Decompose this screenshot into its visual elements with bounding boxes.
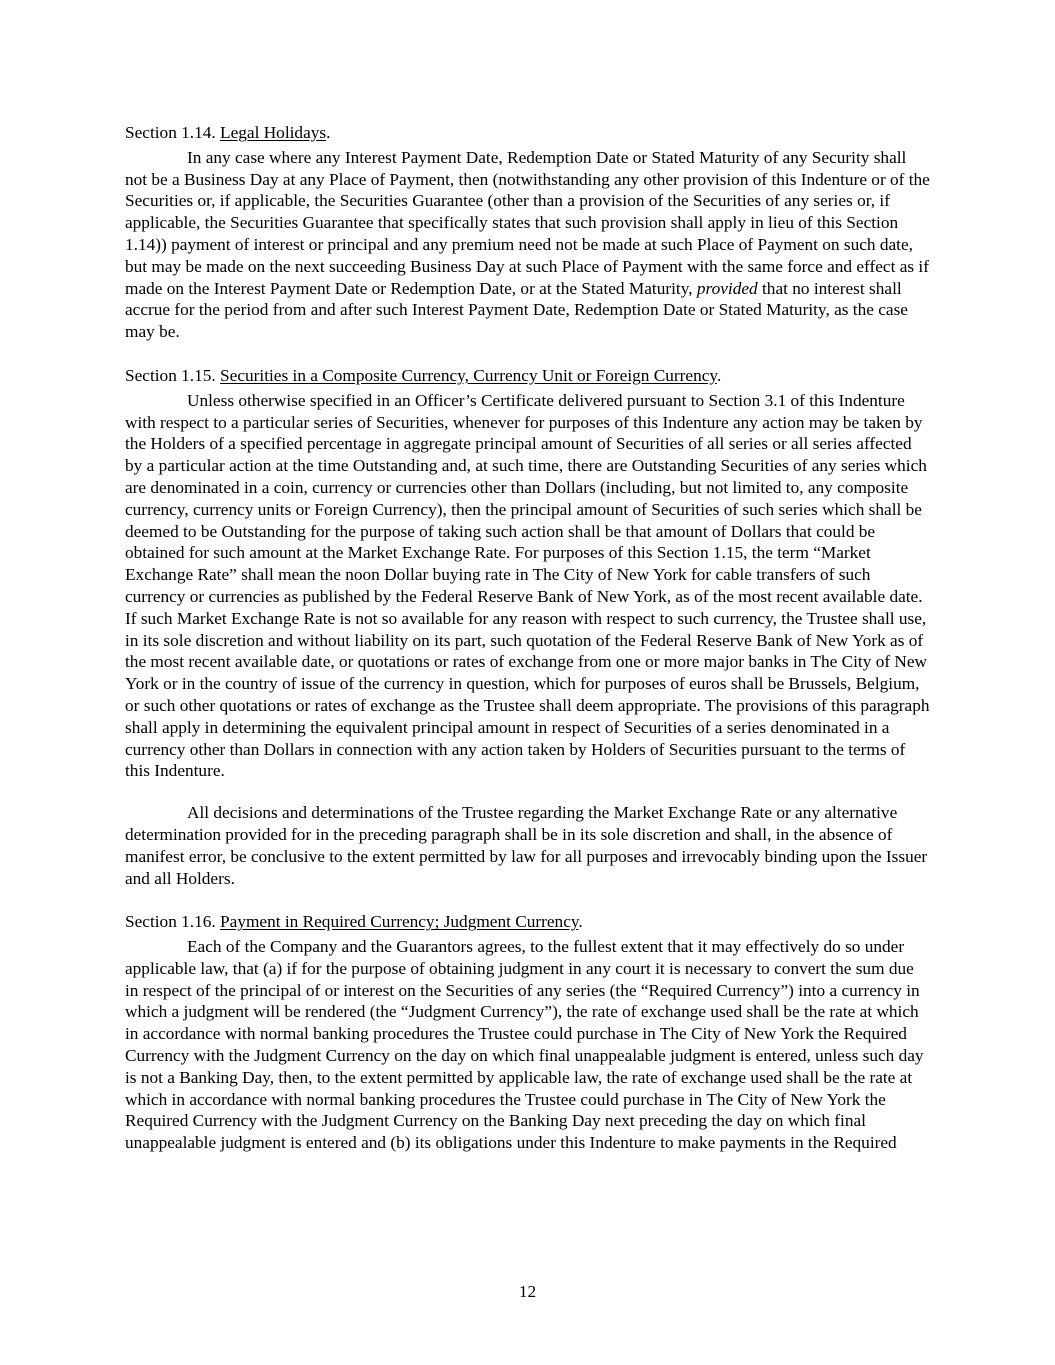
section-title: Legal Holidays [220, 123, 327, 142]
section-1-15-paragraph-1: Unless otherwise specified in an Officer’s Certificate delivered pursuant to Section 3.1 of this Indenture with respect to a particular series of Securities, whenever for purposes of this Indenture any action may be taken by the Holders of a specified percentage in aggregate principal amount of Securities of all series or all series affected by a particular action at the time Outstanding and, at such time, there are Outstanding Securities of any series which are denominated in a coin, currency or currencies other than Dollars (including, but not limited to, any composite currency, currency units or Foreign Currency), then the principal amount of Securities of such series which shall be deemed to be Outstanding for the purpose of taking such action shall be that amount of Dollars that could be obtained for such amount at the Market Exchange Rate. For purposes of this Section 1.15, the term “Market Exchange Rate” shall mean the noon Dollar buying rate in The City of New York for cable transfers of such currency or currencies as published by the Federal Reserve Bank of New York, as of the most recent available date. If such Market Exchange Rate is not so available for any reason with respect to such currency, the Trustee shall use, in its sole discretion and without liability on its part, such quotation of the Federal Reserve Bank of New York as of the most recent available date, or quotations or rates of exchange from one or more major banks in The City of New York or in the country of issue of the currency in question, which for purposes of euros shall be Brussels, Belgium, or such other quotations or rates of exchange as the Trustee shall deem appropriate. The provisions of this paragraph shall apply in determining the equivalent principal amount in respect of Securities of a series denominated in a currency other than Dollars in connection with any action taken by Holders of Securities pursuant to the terms of this Indenture. [125, 390, 930, 781]
paragraph-text: that no interest shall accrue for the period from and after such Interest Payment Date, Redemption Date or Stated Maturity, as the case may be. [125, 278, 908, 342]
section-1-14-heading: Section 1.14. Legal Holidays. [125, 123, 331, 142]
section-number: Section 1.16. [125, 912, 216, 932]
section-title: Securities in a Composite Currency, Currency Unit or Foreign Currency [220, 365, 717, 385]
emphasis-provided: provided [696, 278, 758, 298]
section-number: Section 1.15. [125, 365, 216, 385]
page-number: 12 [518, 1282, 537, 1301]
section-1-16-paragraph: Each of the Company and the Guarantors agrees, to the fullest extent that it may effectively do so under applicable law, that (a) if for the purpose of obtaining judgment in any court it is necessary to convert the sum due in respect of the principal of or interest on the Securities of any series (the “Required Currency”) into a currency in which a judgment will be rendered (the “Judgment Currency”), the rate of exchange used shall be the rate at which in accordance with normal banking procedures the Trustee could purchase in The City of New York the Required Currency with the Judgment Currency on the day on which final unappealable judgment is entered, unless such day is not a Banking Day, then, to the extent permitted by applicable law, the rate of exchange used shall be the rate at which in accordance with normal banking procedures the Trustee could purchase in The City of New York the Required Currency with the Judgment Currency on the Banking Day next preceding the day on which final unappealable judgment is entered and (b) its obligations under this Indenture to make payments in the Required [125, 937, 924, 1153]
section-number: Section 1.14. [125, 123, 216, 142]
document-page [125, 122, 931, 1154]
section-1-14-paragraph [125, 147, 931, 343]
section-title: Payment in Required Currency; Judgment Currency [220, 912, 579, 932]
section-1-16-heading: Section 1.16. Payment in Required Currency; Judgment Currency. [125, 912, 583, 932]
section-1-15-paragraph-2: All decisions and determinations of the Trustee regarding the Market Exchange Rate or any alternative determination provided for in the preceding paragraph shall be in its sole discretion and shall, in the absence of manifest error, be conclusive to the extent permitted by law for all purposes and irrevocably binding upon the Issuer and all Holders. [125, 803, 928, 888]
section-1-15-heading: Section 1.15. Securities in a Composite Currency, Currency Unit or Foreign Currency. [125, 365, 722, 385]
paragraph-text: In any case where any Interest Payment Date, Redemption Date or Stated Maturity of any Security shall not be a Business Day at any Place of Payment, then (notwithstanding any other provision of this Indenture or of the Securities or, if applicable, the Securities Guarantee (other than a provision of the Securities of any series or, if applicable, the Securities Guarantee that specifically states that such provision shall apply in lieu of this Section 1.14)) payment of interest or principal and any premium need not be made at such Place of Payment on such date, but may be made on the next succeeding Business Day at such Place of Payment with the same force and effect as if made on the Interest Payment Date or Redemption Date, or at the Stated Maturity, [125, 147, 930, 298]
